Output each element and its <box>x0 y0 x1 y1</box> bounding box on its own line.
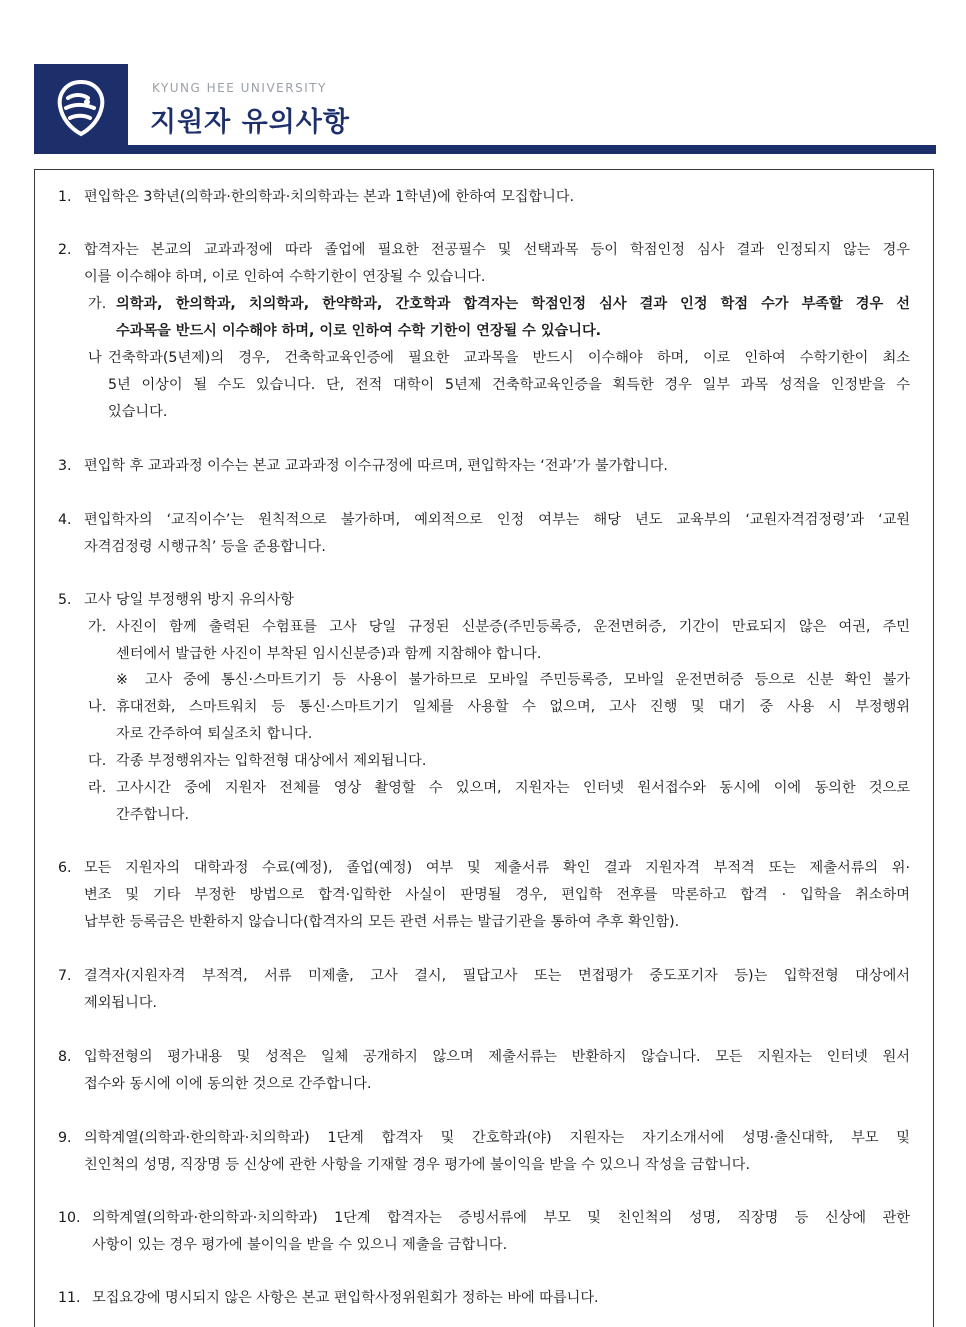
notice-text: 편입학자의 ‘교직이수’는 원칙적으로 불가하며, 예외적으로 인정 여부는 해당 년도 교육부의 ‘교원자격검정령’과 ‘교원 <box>84 512 910 528</box>
sub-text: 사진이 함께 출력된 수험표를 고사 당일 규정된 신분증(주민등록증, 운전면허증, 기간이 만료되지 않은 여권, 주민 <box>116 619 910 635</box>
notice-number: 2. <box>58 242 72 258</box>
notice-text: 편입학은 3학년(의학과·한의학과·치의학과는 본과 1학년)에 한하여 모집합니다. <box>84 189 575 205</box>
notice-text: 모집요강에 명시되지 않은 사항은 본교 편입학사정위원회가 정하는 바에 따릅니다. <box>92 1290 599 1306</box>
notice-number: 5. <box>58 592 72 608</box>
sub-text: 고사시간 중에 지원자 전체를 영상 촬영할 수 있으며, 지원자는 인터넷 원서접수와 동시에 이에 동의한 것으로 <box>116 780 910 796</box>
notice-text: 모든 지원자의 대학과정 수료(예정), 졸업(예정) 여부 및 제출서류 확인 결과 지원자격 부적격 또는 제출서류의 위· <box>84 860 910 876</box>
sub-text: 수과목을 반드시 이수해야 하며, 이로 인하여 수학 기한이 연장될 수 있습니다. <box>116 323 602 339</box>
notice-text: 편입학 후 교과과정 이수는 본교 교과과정 이수규정에 따르며, 편입학자는 ‘전과’가 불가합니다. <box>84 458 668 474</box>
sub-marker: 라. <box>88 780 107 796</box>
sub-text: 휴대전화, 스마트워치 등 통신·스마트기기 일체를 사용할 수 없으며, 고사 진행 및 대기 중 사용 시 부정행위 <box>116 699 910 715</box>
sub-marker: 다. <box>88 753 107 769</box>
header-divider <box>34 145 936 154</box>
sub-marker: 가. <box>88 619 107 635</box>
university-logo <box>34 64 128 154</box>
sub-marker: 나 <box>88 350 102 366</box>
page-header <box>34 64 936 154</box>
notice-text: 합격자는 본교의 교과과정에 따라 졸업에 필요한 전공필수 및 선택과목 등이 학점인정 심사 결과 인정되지 않는 경우 <box>84 242 910 258</box>
notice-number: 7. <box>58 968 72 984</box>
lion-emblem-icon <box>52 76 110 140</box>
sub-marker: 나. <box>88 699 107 715</box>
notice-number: 9. <box>58 1130 72 1146</box>
notice-number: 11. <box>58 1290 81 1306</box>
notice-number: 10. <box>58 1210 81 1226</box>
notice-text: 사항이 있는 경우 평가에 불이익을 받을 수 있으니 제출을 금합니다. <box>92 1237 508 1253</box>
notice-number: 8. <box>58 1049 72 1065</box>
notice-text: 고사 당일 부정행위 방지 유의사항 <box>84 592 294 608</box>
notice-text: 이를 이수해야 하며, 이로 인하여 수학기한이 연장될 수 있습니다. <box>84 269 486 285</box>
notice-number: 4. <box>58 512 72 528</box>
notice-box <box>34 169 934 1327</box>
notice-text: 제외됩니다. <box>84 995 158 1011</box>
notice-number: 3. <box>58 458 72 474</box>
notice-text: 접수와 동시에 이에 동의한 것으로 간주합니다. <box>84 1076 372 1092</box>
sub-text: 건축학과(5년제)의 경우, 건축학교육인증에 필요한 교과목을 반드시 이수해야 하며, 이로 인하여 수학기한이 최소 <box>108 350 910 366</box>
notice-text: 자격검정령 시행규칙’ 등을 준용합니다. <box>84 539 326 555</box>
notice-text: 납부한 등록금은 반환하지 않습니다(합격자의 모든 관련 서류는 발급기관을 통하여 추후 확인함). <box>84 914 680 930</box>
sub-text: 센터에서 발급한 사진이 부착된 임시신분증)과 함께 지참해야 합니다. <box>116 646 542 662</box>
sub-marker: 가. <box>88 296 107 312</box>
sub-text: 자로 간주하여 퇴실조치 합니다. <box>116 726 313 742</box>
sub-text: 있습니다. <box>108 404 168 420</box>
notice-text: 의학계열(의학과·한의학과·치의학과) 1단계 합격자 및 간호학과(야) 지원자는 자기소개서에 성명·출신대학, 부모 및 <box>84 1130 910 1146</box>
notice-text: 친인척의 성명, 직장명 등 신상에 관한 사항을 기재할 경우 평가에 불이익을 받을 수 있으니 작성을 금합니다. <box>84 1157 750 1173</box>
sub-text: 간주합니다. <box>116 807 190 823</box>
notice-text: 입학전형의 평가내용 및 성적은 일체 공개하지 않으며 제출서류는 반환하지 않습니다. 모든 지원자는 인터넷 원서 <box>84 1049 910 1065</box>
notice-number: 1. <box>58 189 72 205</box>
notice-number: 6. <box>58 860 72 876</box>
university-name: KYUNG HEE UNIVERSITY <box>152 81 327 95</box>
notice-text: 의학계열(의학과·한의학과·치의학과) 1단계 합격자는 증빙서류에 부모 및 친인척의 성명, 직장명 등 신상에 관한 <box>92 1210 910 1226</box>
sub-text: 각종 부정행위자는 입학전형 대상에서 제외됩니다. <box>116 753 427 769</box>
page-title: 지원자 유의사항 <box>150 107 350 138</box>
sub-text: 5년 이상이 될 수도 있습니다. 단, 전적 대학이 5년제 건축학교육인증을 획득한 경우 일부 과목 성적을 인정받을 수 <box>108 377 910 393</box>
notice-text: 결격자(지원자격 부적격, 서류 미제출, 고사 결시, 필답고사 또는 면접평가 중도포기자 등)는 입학전형 대상에서 <box>84 968 910 984</box>
sub-note: ※ 고사 중에 통신·스마트기기 등 사용이 불가하므로 모바일 주민등록증, 모바일 운전면허증 등으로 신분 확인 불가 <box>116 672 910 688</box>
notice-text: 변조 및 기타 부정한 방법으로 합격·입학한 사실이 판명될 경우, 편입학 전후를 막론하고 합격 · 입학을 취소하며 <box>84 887 910 903</box>
sub-text: 의학과, 한의학과, 치의학과, 한약학과, 간호학과 합격자는 학점인정 심사 결과 인정 학점 수가 부족할 경우 선 <box>116 296 910 312</box>
